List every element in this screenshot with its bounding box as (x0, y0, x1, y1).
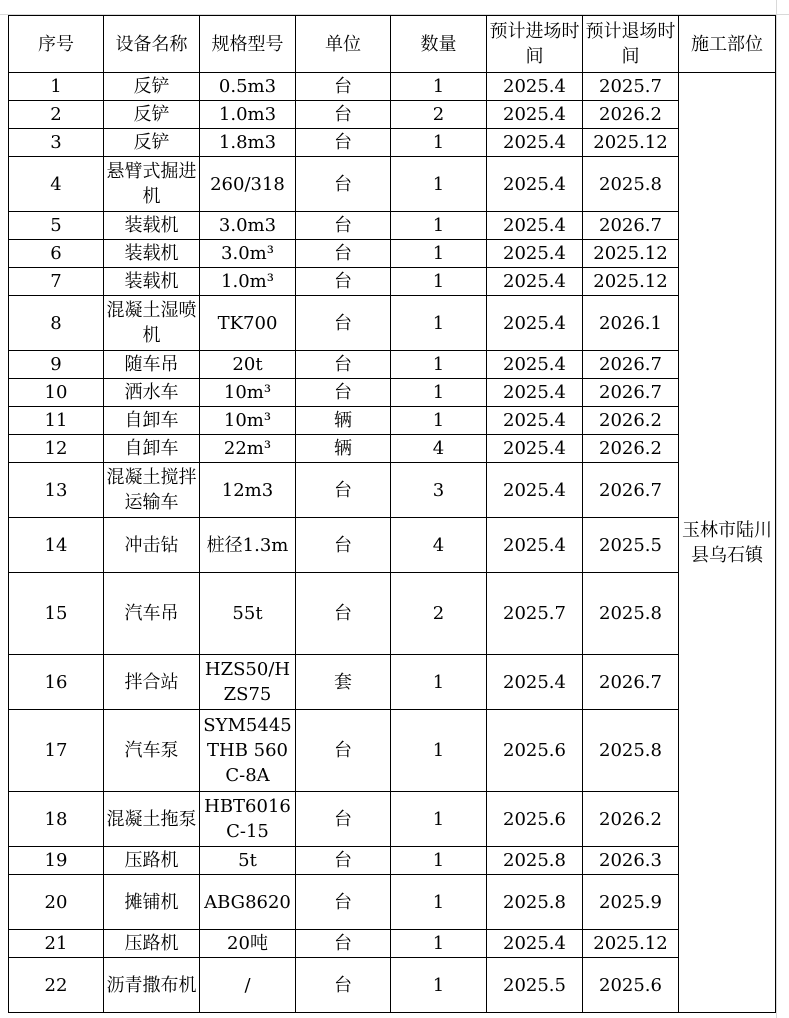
table-row (9, 73, 776, 101)
cell-exit: 2025.8 (583, 573, 679, 655)
cell-name: 自卸车 (104, 407, 200, 435)
cell-name: 装载机 (104, 212, 200, 240)
cell-spec: 0.5m3 (200, 73, 296, 101)
cell-exit: 2025.5 (583, 518, 679, 573)
cell-qty: 1 (391, 655, 487, 710)
table-row (9, 930, 776, 958)
cell-enter: 2025.4 (487, 268, 583, 296)
cell-exit: 2025.8 (583, 710, 679, 792)
cell-no: 4 (9, 157, 104, 212)
table-row (9, 101, 776, 129)
cell-unit: 台 (296, 463, 391, 518)
cell-no: 5 (9, 212, 104, 240)
cell-spec: 桩径1.3m (200, 518, 296, 573)
cell-name: 沥青撒布机 (104, 958, 200, 1013)
table-row (9, 240, 776, 268)
table-row (9, 435, 776, 463)
header-cell: 数量 (391, 16, 487, 73)
cell-exit: 2025.8 (583, 157, 679, 212)
cell-name: 洒水车 (104, 379, 200, 407)
cell-spec: HZS50/HZS75 (200, 655, 296, 710)
cell-name: 装载机 (104, 268, 200, 296)
cell-qty: 1 (391, 792, 487, 847)
cell-qty: 1 (391, 958, 487, 1013)
table-row (9, 129, 776, 157)
cell-no: 3 (9, 129, 104, 157)
cell-enter: 2025.4 (487, 240, 583, 268)
cell-qty: 2 (391, 101, 487, 129)
cell-enter: 2025.4 (487, 518, 583, 573)
cell-qty: 1 (391, 157, 487, 212)
cell-spec: SYM5445THB 560C-8A (200, 710, 296, 792)
header-row (9, 16, 776, 73)
cell-no: 17 (9, 710, 104, 792)
cell-exit: 2026.3 (583, 847, 679, 875)
cell-no: 12 (9, 435, 104, 463)
cell-name: 混凝土湿喷机 (104, 296, 200, 351)
cell-qty: 2 (391, 573, 487, 655)
cell-name: 汽车吊 (104, 573, 200, 655)
table-row (9, 792, 776, 847)
cell-qty: 4 (391, 435, 487, 463)
cell-qty: 1 (391, 710, 487, 792)
cell-unit: 台 (296, 792, 391, 847)
cell-enter: 2025.4 (487, 930, 583, 958)
cell-spec: TK700 (200, 296, 296, 351)
cell-exit: 2025.7 (583, 73, 679, 101)
table-body (9, 73, 776, 1013)
table-row (9, 351, 776, 379)
cell-exit: 2026.7 (583, 379, 679, 407)
table-row (9, 379, 776, 407)
table-row (9, 463, 776, 518)
cell-enter: 2025.4 (487, 407, 583, 435)
cell-name: 悬臂式掘进机 (104, 157, 200, 212)
cell-name: 反铲 (104, 129, 200, 157)
cell-qty: 1 (391, 73, 487, 101)
header-cell: 施工部位 (679, 16, 776, 73)
table-row (9, 518, 776, 573)
cell-exit: 2025.12 (583, 129, 679, 157)
cell-unit: 辆 (296, 407, 391, 435)
cell-no: 2 (9, 101, 104, 129)
cell-unit: 台 (296, 240, 391, 268)
table-row (9, 710, 776, 792)
cell-qty: 3 (391, 463, 487, 518)
header-cell: 规格型号 (200, 16, 296, 73)
cell-spec: 20吨 (200, 930, 296, 958)
cell-name: 摊铺机 (104, 875, 200, 930)
cell-unit: 台 (296, 847, 391, 875)
cell-enter: 2025.4 (487, 129, 583, 157)
cell-spec: HBT6016C-15 (200, 792, 296, 847)
cell-no: 10 (9, 379, 104, 407)
cell-qty: 4 (391, 518, 487, 573)
cell-unit: 台 (296, 73, 391, 101)
cell-enter: 2025.4 (487, 101, 583, 129)
cell-unit: 台 (296, 573, 391, 655)
cell-exit: 2025.12 (583, 930, 679, 958)
cell-enter: 2025.4 (487, 296, 583, 351)
table-row (9, 268, 776, 296)
cell-exit: 2026.2 (583, 101, 679, 129)
cell-spec: 12m3 (200, 463, 296, 518)
cell-no: 9 (9, 351, 104, 379)
cell-spec: 260/318 (200, 157, 296, 212)
table-row (9, 573, 776, 655)
cell-enter: 2025.4 (487, 379, 583, 407)
table-row (9, 407, 776, 435)
cell-qty: 1 (391, 212, 487, 240)
header-cell: 设备名称 (104, 16, 200, 73)
cell-unit: 台 (296, 379, 391, 407)
cell-no: 20 (9, 875, 104, 930)
gridline (776, 0, 777, 1018)
cell-enter: 2025.4 (487, 157, 583, 212)
cell-unit: 台 (296, 875, 391, 930)
cell-enter: 2025.4 (487, 73, 583, 101)
cell-unit: 辆 (296, 435, 391, 463)
cell-spec: 10m³ (200, 407, 296, 435)
header-cell: 预计退场时间 (583, 16, 679, 73)
cell-exit: 2026.7 (583, 212, 679, 240)
cell-unit: 台 (296, 268, 391, 296)
cell-enter: 2025.8 (487, 875, 583, 930)
cell-spec: 10m³ (200, 379, 296, 407)
cell-spec: 5t (200, 847, 296, 875)
cell-spec: 3.0m³ (200, 240, 296, 268)
cell-no: 13 (9, 463, 104, 518)
cell-exit: 2025.12 (583, 240, 679, 268)
cell-qty: 1 (391, 847, 487, 875)
cell-spec: 20t (200, 351, 296, 379)
cell-unit: 台 (296, 518, 391, 573)
cell-unit: 台 (296, 351, 391, 379)
cell-qty: 1 (391, 296, 487, 351)
cell-no: 21 (9, 930, 104, 958)
cell-name: 混凝土搅拌运输车 (104, 463, 200, 518)
cell-enter: 2025.8 (487, 847, 583, 875)
cell-enter: 2025.4 (487, 463, 583, 518)
table-row (9, 212, 776, 240)
cell-unit: 台 (296, 296, 391, 351)
cell-unit: 台 (296, 212, 391, 240)
cell-name: 压路机 (104, 847, 200, 875)
cell-unit: 台 (296, 958, 391, 1013)
cell-name: 反铲 (104, 73, 200, 101)
cell-exit: 2026.2 (583, 435, 679, 463)
cell-exit: 2025.6 (583, 958, 679, 1013)
cell-no: 7 (9, 268, 104, 296)
cell-no: 19 (9, 847, 104, 875)
cell-qty: 1 (391, 930, 487, 958)
cell-exit: 2026.7 (583, 463, 679, 518)
cell-exit: 2026.2 (583, 792, 679, 847)
cell-unit: 台 (296, 710, 391, 792)
construction-location-cell: 玉林市陆川县乌石镇 (679, 73, 776, 1013)
cell-qty: 1 (391, 240, 487, 268)
cell-spec: 1.8m3 (200, 129, 296, 157)
cell-enter: 2025.6 (487, 710, 583, 792)
cell-unit: 台 (296, 129, 391, 157)
cell-name: 装载机 (104, 240, 200, 268)
cell-qty: 1 (391, 268, 487, 296)
cell-qty: 1 (391, 351, 487, 379)
table-row (9, 157, 776, 212)
cell-enter: 2025.4 (487, 212, 583, 240)
cell-enter: 2025.4 (487, 435, 583, 463)
header-cell: 单位 (296, 16, 391, 73)
cell-exit: 2025.12 (583, 268, 679, 296)
cell-enter: 2025.5 (487, 958, 583, 1013)
cell-exit: 2026.2 (583, 407, 679, 435)
cell-exit: 2026.1 (583, 296, 679, 351)
cell-name: 汽车泵 (104, 710, 200, 792)
cell-spec: 55t (200, 573, 296, 655)
cell-name: 冲击钻 (104, 518, 200, 573)
cell-unit: 台 (296, 157, 391, 212)
cell-unit: 套 (296, 655, 391, 710)
cell-name: 混凝土拖泵 (104, 792, 200, 847)
cell-qty: 1 (391, 875, 487, 930)
cell-spec: 3.0m3 (200, 212, 296, 240)
cell-spec: ABG8620 (200, 875, 296, 930)
cell-no: 22 (9, 958, 104, 1013)
cell-no: 16 (9, 655, 104, 710)
cell-name: 随车吊 (104, 351, 200, 379)
cell-no: 11 (9, 407, 104, 435)
cell-exit: 2025.9 (583, 875, 679, 930)
cell-name: 自卸车 (104, 435, 200, 463)
table-row (9, 875, 776, 930)
cell-enter: 2025.4 (487, 655, 583, 710)
cell-enter: 2025.4 (487, 351, 583, 379)
cell-qty: 1 (391, 129, 487, 157)
cell-no: 6 (9, 240, 104, 268)
table-row (9, 296, 776, 351)
header-cell: 序号 (9, 16, 104, 73)
cell-unit: 台 (296, 101, 391, 129)
cell-enter: 2025.7 (487, 573, 583, 655)
cell-no: 18 (9, 792, 104, 847)
cell-no: 1 (9, 73, 104, 101)
table-row (9, 847, 776, 875)
equipment-table (8, 15, 776, 1013)
header-cell: 预计进场时间 (487, 16, 583, 73)
cell-enter: 2025.6 (487, 792, 583, 847)
cell-exit: 2026.7 (583, 655, 679, 710)
cell-no: 14 (9, 518, 104, 573)
cell-no: 8 (9, 296, 104, 351)
cell-exit: 2026.7 (583, 351, 679, 379)
cell-name: 反铲 (104, 101, 200, 129)
table-row (9, 655, 776, 710)
cell-spec: 22m³ (200, 435, 296, 463)
cell-name: 压路机 (104, 930, 200, 958)
cell-name: 拌合站 (104, 655, 200, 710)
cell-unit: 台 (296, 930, 391, 958)
cell-qty: 1 (391, 407, 487, 435)
cell-qty: 1 (391, 379, 487, 407)
cell-spec: 1.0m3 (200, 101, 296, 129)
cell-spec: 1.0m³ (200, 268, 296, 296)
cell-spec: / (200, 958, 296, 1013)
cell-no: 15 (9, 573, 104, 655)
table-row (9, 958, 776, 1013)
